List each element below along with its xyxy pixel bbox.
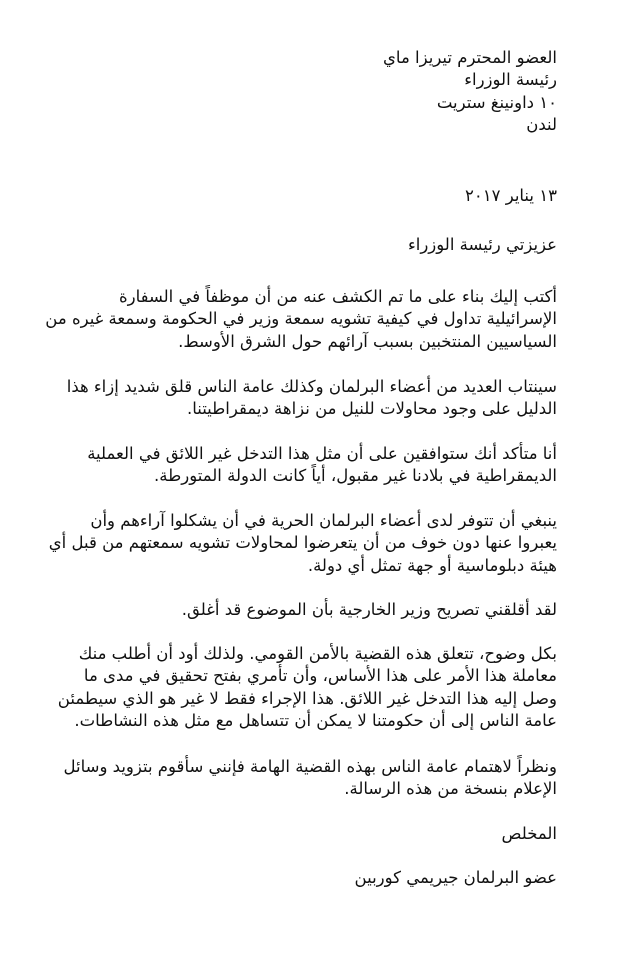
paragraph-4 (27, 510, 557, 577)
paragraph-line: يعبروا عنها دون خوف من أن يتعرضوا لمحاولات تشويه سمعتهم من قبل أي (48, 533, 557, 553)
recipient-street: ١٠ داونينغ ستريت (436, 92, 557, 112)
paragraph-line: ينبغي أن تتوفر لدى أعضاء البرلمان الحرية في أن يشكلوا آراءهم وأن (90, 511, 557, 530)
date-text: ١٣ يناير ٢٠١٧ (465, 186, 557, 205)
paragraph-line: لقد أقلقني تصريح وزير الخارجية بأن الموضوع قد أغلق. (181, 600, 557, 619)
paragraph-3 (27, 443, 557, 488)
paragraph-line: سينتاب العديد من أعضاء البرلمان وكذلك عامة الناس قلق شديد إزاء هذا (66, 377, 557, 396)
signature-text: عضو البرلمان جيريمي كوربين (354, 868, 557, 887)
signature (27, 867, 557, 889)
paragraph-6 (27, 643, 557, 733)
paragraph-1 (27, 286, 557, 353)
salutation (27, 234, 557, 256)
paragraph-line: وصل إليه هذا التدخل غير اللائق. هذا الإجراء فقط لا غير هو الذي سيطمئن (57, 688, 557, 708)
paragraph-line: ونظراً لاهتمام عامة الناس بهذه القضية الهامة فإنني سأقوم بتزويد وسائل (63, 757, 557, 776)
recipient-address (27, 47, 557, 137)
paragraph-line: أكتب إليك بناء على ما تم الكشف عنه من أن موظفاً في السفارة (118, 287, 557, 306)
paragraph-2 (27, 376, 557, 421)
recipient-name: العضو المحترم تيريزا ماي (383, 48, 557, 67)
paragraph-line: الدليل على وجود محاولات للنيل من نزاهة ديمقراطيتنا. (186, 399, 557, 419)
recipient-title: رئيسة الوزراء (464, 70, 557, 90)
paragraph-line: عامة الناس إلى أن حكومتنا لا يمكن أن تتساهل مع مثل هذه النشاطات. (74, 711, 557, 731)
paragraph-line: معاملة هذا الأمر على هذا الأساس، وأن تأمري بفتح تحقيق في مدى ما (83, 666, 557, 686)
paragraph-line: بكل وضوح، تتعلق هذه القضية بالأمن القومي. ولذلك أود أن أطلب منك (78, 644, 557, 663)
paragraph-line: السياسيين المنتخبين بسبب آرائهم حول الشرق الأوسط. (178, 331, 557, 351)
recipient-city: لندن (526, 115, 557, 135)
paragraph-line: الديمقراطية في بلادنا غير مقبول، أياً كانت الدولة المتورطة. (154, 466, 557, 486)
salutation-text: عزيزتي رئيسة الوزراء (408, 235, 557, 254)
closing (27, 823, 557, 845)
closing-text: المخلص (501, 824, 557, 843)
paragraph-7 (27, 756, 557, 801)
paragraph-line: هيئة دبلوماسية أو جهة تمثل أي دولة. (307, 555, 557, 575)
letter-date (27, 185, 557, 207)
paragraph-line: أنا متأكد أنك ستوافقين على أن مثل هذا التدخل غير اللائق في العملية (87, 444, 557, 463)
paragraph-line: الإسرائيلية تداول في كيفية تشويه سمعة وزير في الحكومة وسمعة غيره من (45, 309, 557, 329)
paragraph-5 (27, 599, 557, 621)
paragraph-line: الإعلام بنسخة من هذه الرسالة. (344, 779, 557, 799)
